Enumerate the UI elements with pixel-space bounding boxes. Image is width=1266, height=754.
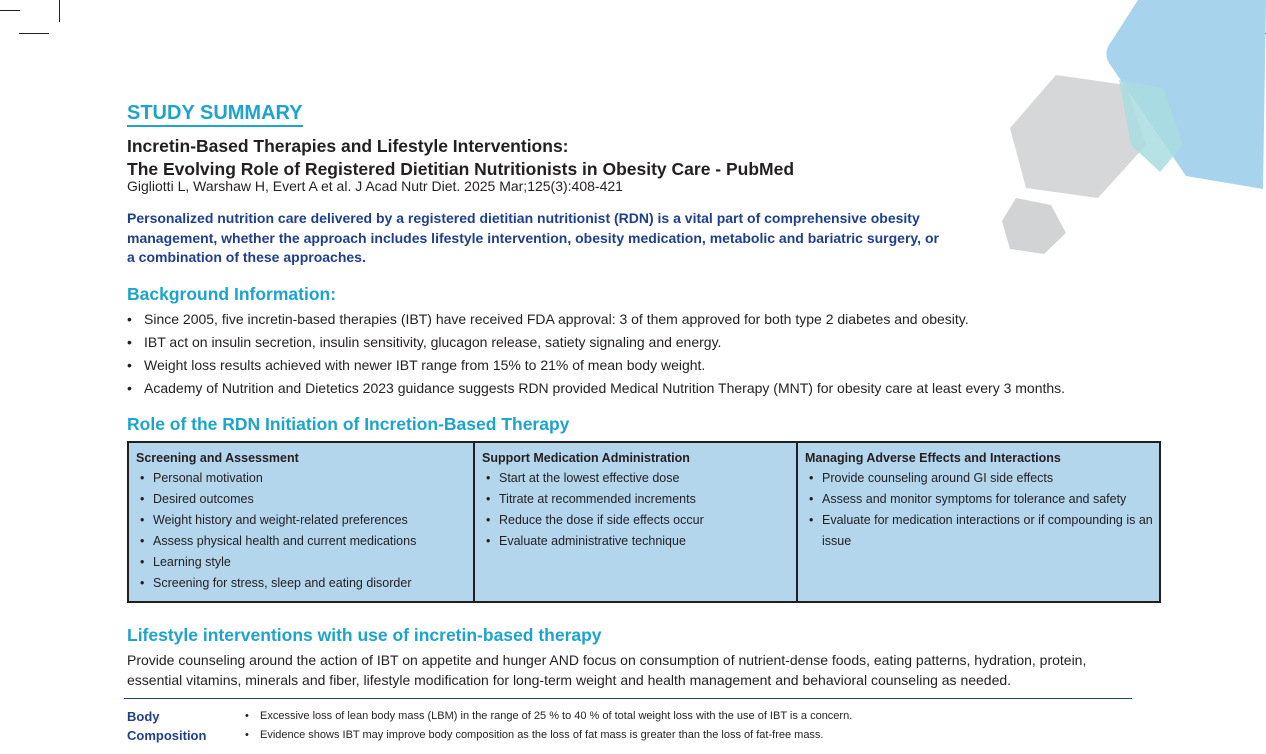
role-column-list — [805, 468, 1153, 552]
article-title — [127, 135, 794, 181]
role-column-adverse-effects — [796, 443, 1159, 601]
body-composition-label — [127, 707, 245, 745]
role-item: • Screening for stress, sleep and eating disorder — [136, 573, 467, 594]
background-item: • Weight loss results achieved with newer IBT range from 15% to 21% of mean body weight. — [127, 354, 1065, 377]
role-column-title: Managing Adverse Effects and Interactions — [805, 451, 1061, 465]
body-composition-label-line: Body — [127, 709, 160, 724]
body-composition-item: • Excessive loss of lean body mass (LBM) in the range of 25 % to 40 % of total weight loss with the use of IBT is a concern. — [245, 707, 852, 726]
role-item: • Weight history and weight-related preferences — [136, 510, 467, 531]
crop-mark — [0, 10, 20, 11]
background-item: • Academy of Nutrition and Dietetics 2023 guidance suggests RDN provided Medical Nutrition Therapy (MNT) for obesity care at least every 3 months. — [127, 377, 1065, 400]
body-composition-list — [245, 707, 852, 745]
lifestyle-paragraph: Provide counseling around the action of IBT on appetite and hunger AND focus on consumption of nutrient-dense foods, eating patterns, hydration, protein, essential vitamins, minerals and fiber, lifestyle modification for long-term weight and health management and behavioral counseling as needed. — [127, 652, 1087, 688]
body-composition-item: • Evidence shows IBT may improve body composition as the loss of fat mass is greater than the loss of fat-free mass. — [245, 726, 852, 745]
role-item: • Desired outcomes — [136, 489, 467, 510]
role-item: • Evaluate for medication interactions or if compounding is an issue — [805, 510, 1153, 552]
role-column-screening — [129, 443, 473, 601]
body-composition-section — [127, 707, 852, 745]
role-item: • Evaluate administrative technique — [482, 531, 790, 552]
citation: Gigliotti L, Warshaw H, Evert A et al. J Acad Nutr Diet. 2025 Mar;125(3):408-421 — [127, 178, 623, 194]
crop-mark — [19, 33, 49, 34]
role-column-list — [136, 468, 467, 594]
role-item: • Provide counseling around GI side effects — [805, 468, 1153, 489]
background-item: • Since 2005, five incretin-based therapies (IBT) have received FDA approval: 3 of them approved for both type 2 diabetes and obesity. — [127, 308, 1065, 331]
role-item: • Assess physical health and current medications — [136, 531, 467, 552]
role-item: • Personal motivation — [136, 468, 467, 489]
gray-hexagon-small — [1002, 198, 1066, 254]
background-heading: Background Information: — [127, 284, 337, 304]
role-item: • Reduce the dose if side effects occur — [482, 510, 790, 531]
section-divider — [124, 698, 1132, 699]
role-item: • Learning style — [136, 552, 467, 573]
role-table — [127, 441, 1161, 603]
decorative-hexagons — [966, 0, 1266, 270]
role-column-title: Support Medication Administration — [482, 451, 690, 465]
crop-mark — [59, 0, 60, 22]
role-item: • Titrate at recommended increments — [482, 489, 790, 510]
role-column-title: Screening and Assessment — [136, 451, 299, 465]
study-summary-heading: STUDY SUMMARY — [127, 101, 303, 127]
role-item: • Start at the lowest effective dose — [482, 468, 790, 489]
background-item: • IBT act on insulin secretion, insulin sensitivity, glucagon release, satiety signaling and energy. — [127, 331, 1065, 354]
lead-paragraph: Personalized nutrition care delivered by a registered dietitian nutritionist (RDN) is a vital part of comprehensive obesity management, whether the approach includes lifestyle intervention, obesity medication, metabolic and bariatric surgery, or a combination of these approaches. — [127, 210, 939, 265]
role-heading: Role of the RDN Initiation of Incretion-Based Therapy — [127, 414, 570, 434]
body-composition-label-line: Composition — [127, 728, 207, 743]
article-title-line-1: Incretin-Based Therapies and Lifestyle Interventions: — [127, 136, 569, 156]
article-title-line-2: The Evolving Role of Registered Dietitian Nutritionists in Obesity Care - PubMed — [127, 159, 795, 179]
role-column-medication — [473, 443, 796, 601]
role-item: • Assess and monitor symptoms for tolerance and safety — [805, 489, 1153, 510]
role-column-list — [482, 468, 790, 552]
lifestyle-heading: Lifestyle interventions with use of incretin-based therapy — [127, 625, 602, 645]
background-list — [127, 308, 1065, 400]
